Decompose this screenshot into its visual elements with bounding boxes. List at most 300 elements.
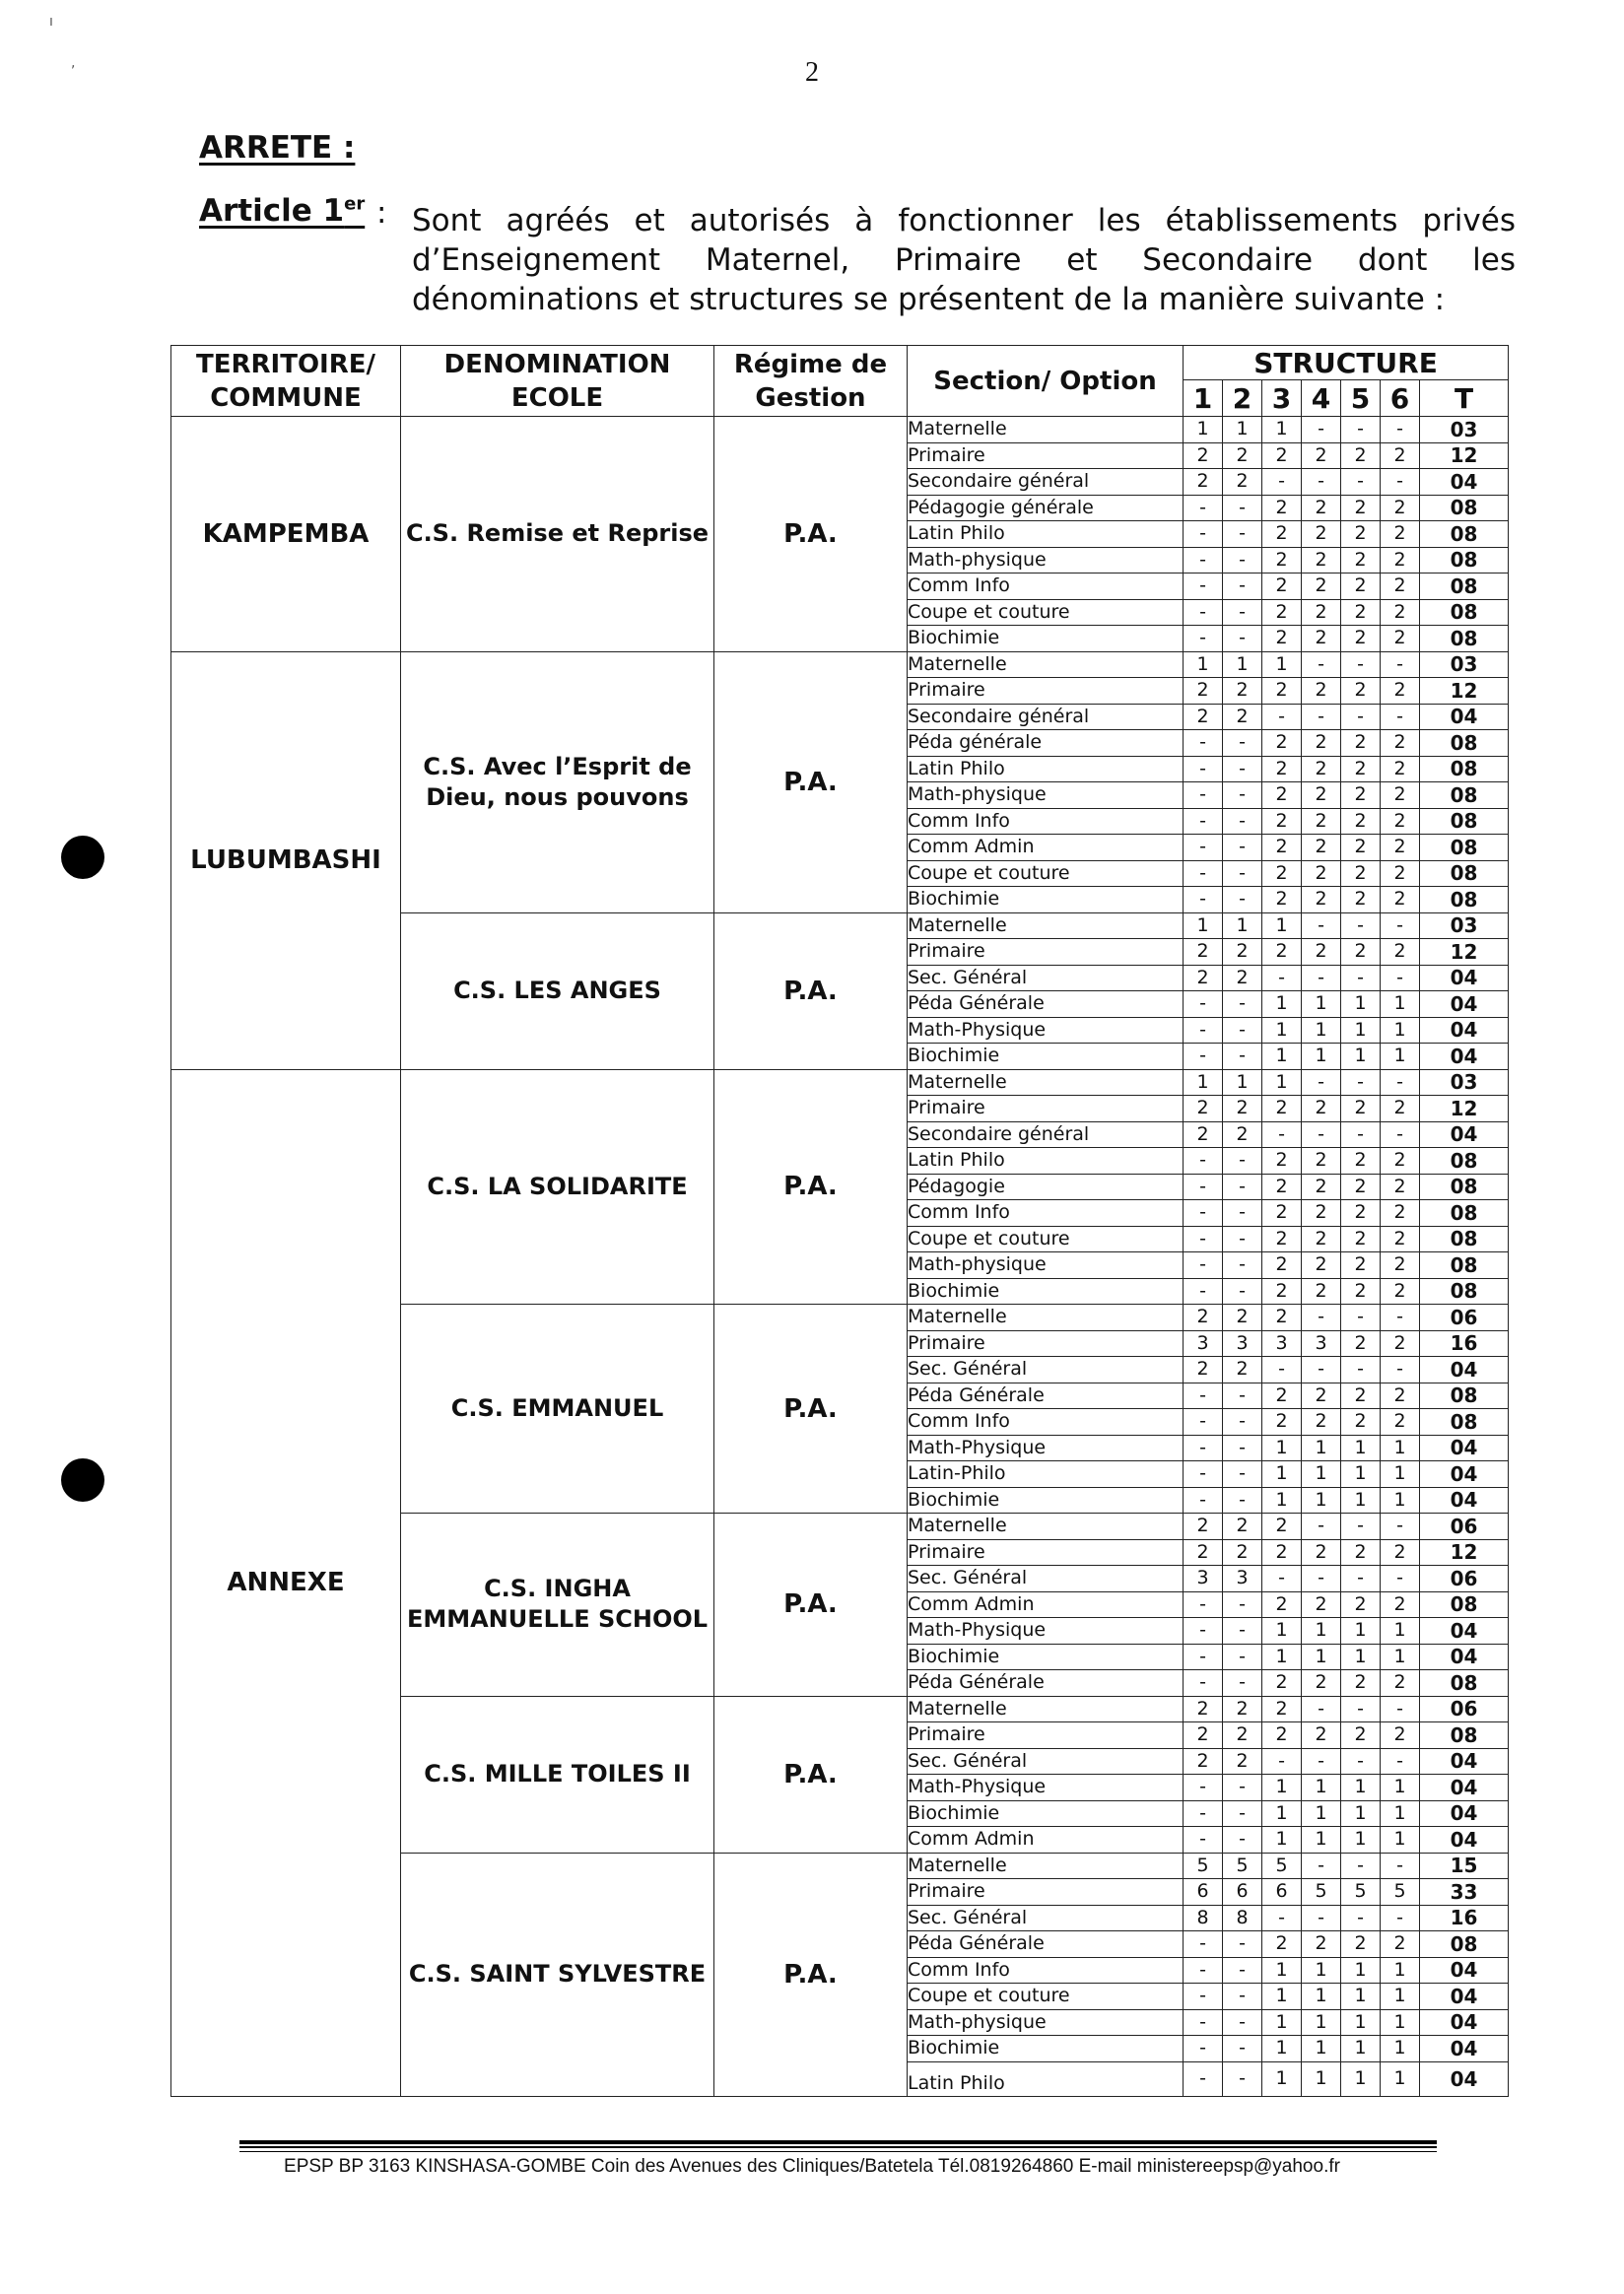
structure-cell: 1 [1341,991,1381,1018]
structure-cell: 2 [1262,1148,1302,1175]
structure-cell: 2 [1262,1696,1302,1722]
structure-cell: - [1302,912,1341,939]
structure-cell: - [1381,912,1420,939]
structure-cell: - [1223,1252,1262,1279]
structure-cell: 2 [1184,1748,1223,1775]
structure-cell: - [1381,1514,1420,1540]
structure-cell: 2 [1184,1357,1223,1383]
structure-cell: 1 [1381,1461,1420,1488]
structure-cell: 2 [1223,704,1262,730]
structure-cell: - [1302,1853,1341,1879]
structure-cell: 1 [1381,1775,1420,1801]
total-cell: 03 [1420,417,1509,443]
structure-cell: - [1262,704,1302,730]
total-cell: 08 [1420,599,1509,626]
structure-cell: 2 [1184,678,1223,705]
structure-cell: 2 [1381,626,1420,652]
structure-cell: 2 [1262,1096,1302,1122]
structure-cell: 2 [1184,1096,1223,1122]
structure-cell: 2 [1381,1409,1420,1436]
structure-cell: 1 [1302,1984,1341,2010]
structure-cell: 2 [1381,678,1420,705]
structure-cell: 1 [1341,1487,1381,1514]
total-cell: 04 [1420,1121,1509,1148]
structure-cell: 1 [1381,1644,1420,1670]
structure-cell: - [1184,1044,1223,1070]
structure-cell: 2 [1184,939,1223,966]
structure-cell: 2 [1184,1696,1223,1722]
header-structure: STRUCTURE [1184,346,1509,380]
structure-cell: 2 [1302,782,1341,809]
structure-cell: - [1223,1044,1262,1070]
option-cell: Maternelle [908,1305,1184,1331]
option-cell: Math-physique [908,2009,1184,2036]
structure-cell: 2 [1381,1278,1420,1305]
structure-cell: - [1223,1644,1262,1670]
structure-cell: 2 [1381,1330,1420,1357]
structure-cell: 1 [1184,1069,1223,1096]
structure-cell: 2 [1262,626,1302,652]
structure-cell: 1 [1302,1800,1341,1827]
structure-cell: 2 [1262,495,1302,521]
structure-cell: 2 [1223,1696,1262,1722]
structure-cell: 2 [1341,756,1381,782]
structure-cell: 1 [1381,1618,1420,1645]
structure-cell: 1 [1381,1984,1420,2010]
structure-cell: 1 [1302,1618,1341,1645]
structure-cell: - [1341,1121,1381,1148]
structure-cell: - [1223,2061,1262,2096]
structure-cell: 2 [1341,1278,1381,1305]
structure-cell: 5 [1223,1853,1262,1879]
option-cell: Péda Générale [908,1931,1184,1958]
structure-cell: - [1184,1461,1223,1488]
structure-cell: - [1223,887,1262,913]
structure-cell: - [1341,651,1381,678]
total-cell: 04 [1420,1618,1509,1645]
page-number: 2 [805,57,819,88]
structure-cell: - [1223,495,1262,521]
option-cell: Pédagogie générale [908,495,1184,521]
article-label-sup: er [344,193,366,215]
school-name-cell: C.S. Avec l’Esprit de Dieu, nous pouvons [401,651,714,912]
total-cell: 08 [1420,1931,1509,1958]
structure-cell: - [1184,1200,1223,1227]
regime-cell: P.A. [714,1853,908,2096]
structure-cell: 6 [1262,1879,1302,1906]
punch-hole [61,836,104,879]
structure-cell: - [1223,730,1262,757]
structure-cell: - [1381,1069,1420,1096]
total-cell: 04 [1420,1461,1509,1488]
structure-cell: 2 [1341,1148,1381,1175]
structure-cell: 2 [1341,599,1381,626]
total-cell: 04 [1420,1775,1509,1801]
structure-cell: 2 [1262,939,1302,966]
structure-cell: 2 [1302,1200,1341,1227]
structure-cell: 1 [1262,2061,1302,2096]
structure-cell: 5 [1184,1853,1223,1879]
school-name-cell: C.S. LA SOLIDARITE [401,1069,714,1305]
total-cell: 04 [1420,1957,1509,1984]
structure-cell: 3 [1223,1330,1262,1357]
article-label-text: Article 1 [199,193,345,229]
option-cell: Maternelle [908,1853,1184,1879]
structure-cell: 1 [1302,991,1341,1018]
structure-cell: - [1341,704,1381,730]
structure-cell: - [1381,1748,1420,1775]
structure-cell: - [1223,1017,1262,1044]
structure-cell: - [1381,704,1420,730]
option-cell: Comm Info [908,574,1184,600]
structure-cell: 5 [1262,1853,1302,1879]
structure-cell: - [1223,599,1262,626]
table-row [171,1069,1509,1096]
structure-cell: 2 [1381,756,1420,782]
structure-cell: - [1223,991,1262,1018]
total-cell: 12 [1420,442,1509,469]
table-row [171,417,1509,443]
structure-cell: 1 [1341,1044,1381,1070]
structure-cell: 2 [1381,782,1420,809]
structure-cell: - [1381,1121,1420,1148]
option-cell: Biochimie [908,1800,1184,1827]
structure-cell: 1 [1341,2036,1381,2062]
structure-cell: - [1184,756,1223,782]
structure-cell: 1 [1302,1957,1341,1984]
option-cell: Péda Générale [908,1670,1184,1697]
option-cell: Comm Admin [908,1591,1184,1618]
structure-cell: 6 [1184,1879,1223,1906]
structure-cell: 2 [1262,574,1302,600]
structure-cell: 1 [1381,1487,1420,1514]
header-section: Section/ Option [908,346,1184,417]
structure-cell: 2 [1302,1539,1341,1566]
total-cell: 04 [1420,1487,1509,1514]
structure-cell: - [1184,1931,1223,1958]
structure-cell: 1 [1262,1644,1302,1670]
total-cell: 08 [1420,1722,1509,1749]
structure-cell: 2 [1381,1148,1420,1175]
structure-cell: - [1302,1514,1341,1540]
structure-cell: 1 [1262,912,1302,939]
total-cell: 12 [1420,678,1509,705]
option-cell: Sec. Général [908,1748,1184,1775]
structure-cell: - [1302,1357,1341,1383]
option-cell: Primaire [908,1330,1184,1357]
option-cell: Math-Physique [908,1435,1184,1461]
structure-cell: 1 [1302,1044,1341,1070]
structure-cell: 1 [1302,1435,1341,1461]
structure-cell: 1 [1302,1827,1341,1854]
structure-cell: - [1184,521,1223,548]
total-cell: 08 [1420,574,1509,600]
school-name-cell: C.S. SAINT SYLVESTRE [401,1853,714,2096]
structure-cell: 2 [1223,1305,1262,1331]
structure-cell: 1 [1381,1017,1420,1044]
structure-cell: 2 [1381,1591,1420,1618]
option-cell: Maternelle [908,912,1184,939]
structure-cell: 2 [1302,1226,1341,1252]
structure-cell: - [1223,835,1262,861]
option-cell: Comm Admin [908,1827,1184,1854]
structure-cell: 2 [1381,1174,1420,1200]
structure-cell: - [1223,1461,1262,1488]
structure-cell: 2 [1381,808,1420,835]
structure-cell: 2 [1262,1670,1302,1697]
option-cell: Math-physique [908,1252,1184,1279]
option-cell: Péda Générale [908,1383,1184,1409]
total-cell: 16 [1420,1905,1509,1931]
option-cell: Secondaire général [908,469,1184,496]
option-cell: Primaire [908,442,1184,469]
structure-cell: - [1223,574,1262,600]
option-cell: Math-physique [908,782,1184,809]
structure-cell: - [1302,469,1341,496]
total-cell: 04 [1420,1644,1509,1670]
structure-cell: - [1184,495,1223,521]
structure-cell: 2 [1262,1226,1302,1252]
total-cell: 08 [1420,1200,1509,1227]
territory-cell: LUBUMBASHI [171,651,401,1069]
structure-cell: - [1381,1905,1420,1931]
structure-cell: - [1184,574,1223,600]
structure-cell: - [1341,1357,1381,1383]
structure-cell: - [1184,860,1223,887]
structure-cell: - [1184,1017,1223,1044]
structure-cell: 2 [1381,521,1420,548]
total-cell: 04 [1420,2036,1509,2062]
total-cell: 03 [1420,1069,1509,1096]
total-cell: 12 [1420,939,1509,966]
option-cell: Math-Physique [908,1775,1184,1801]
structure-cell: 1 [1341,1984,1381,2010]
structure-cell: 2 [1341,860,1381,887]
footer-rule [239,2140,1437,2152]
structure-cell: 2 [1302,730,1341,757]
structure-cell: 2 [1223,1748,1262,1775]
total-cell: 04 [1420,965,1509,991]
structure-cell: 1 [1381,2061,1420,2096]
structure-cell: - [1184,1984,1223,2010]
structure-cell: - [1302,1696,1341,1722]
total-cell: 03 [1420,912,1509,939]
regime-cell: P.A. [714,1305,908,1514]
total-cell: 12 [1420,1096,1509,1122]
structure-cell: 2 [1223,965,1262,991]
structure-cell: - [1262,469,1302,496]
structure-cell: 2 [1262,1383,1302,1409]
option-cell: Maternelle [908,1696,1184,1722]
structure-cell: - [1184,887,1223,913]
option-cell: Sec. Général [908,965,1184,991]
total-cell: 08 [1420,1278,1509,1305]
structure-cell: - [1184,1618,1223,1645]
structure-cell: 2 [1381,939,1420,966]
total-cell: 08 [1420,495,1509,521]
structure-cell: 2 [1302,1278,1341,1305]
structure-cell: 2 [1302,1722,1341,1749]
structure-cell: 1 [1302,1017,1341,1044]
article-label [199,193,365,229]
structure-cell: - [1184,1148,1223,1175]
structure-cell: - [1381,1305,1420,1331]
structure-cell: 1 [1223,417,1262,443]
structure-cell: - [1223,1775,1262,1801]
structure-cell: 2 [1302,1148,1341,1175]
structure-cell: - [1223,1226,1262,1252]
structure-cell: - [1262,1566,1302,1592]
structure-cell: - [1184,1644,1223,1670]
structure-cell: 1 [1184,417,1223,443]
structure-cell: 8 [1223,1905,1262,1931]
option-cell: Primaire [908,1879,1184,1906]
structure-cell: 1 [1381,1044,1420,1070]
structure-cell: 3 [1184,1566,1223,1592]
structure-cell: 1 [1341,1957,1381,1984]
structure-cell: 1 [1262,1827,1302,1854]
total-cell: 08 [1420,887,1509,913]
option-cell: Latin Philo [908,2061,1184,2096]
structure-cell: - [1381,1357,1420,1383]
structure-cell: 1 [1262,651,1302,678]
table-header [171,346,1509,417]
structure-cell: 2 [1302,678,1341,705]
total-cell: 04 [1420,2061,1509,2096]
structure-cell: - [1223,1670,1262,1697]
structure-cell: - [1302,1905,1341,1931]
structure-cell: - [1184,626,1223,652]
structure-cell: 2 [1341,1591,1381,1618]
structure-cell: - [1223,1984,1262,2010]
structure-cell: - [1302,965,1341,991]
structure-cell: 2 [1381,860,1420,887]
structure-cell: - [1302,1566,1341,1592]
structure-cell: - [1184,547,1223,574]
structure-cell: 2 [1341,495,1381,521]
structure-cell: 2 [1381,1722,1420,1749]
structure-cell: 2 [1262,678,1302,705]
option-cell: Primaire [908,1096,1184,1122]
structure-cell: 1 [1262,417,1302,443]
option-cell: Coupe et couture [908,1984,1184,2010]
structure-cell: 2 [1223,469,1262,496]
header-col-4: 4 [1302,380,1341,417]
structure-cell: - [1223,1957,1262,1984]
structure-cell: 2 [1223,1121,1262,1148]
header-col-total: T [1420,380,1509,417]
structure-cell: 1 [1223,651,1262,678]
structure-cell: 2 [1381,442,1420,469]
structure-cell: 2 [1341,1200,1381,1227]
structure-cell: 2 [1302,756,1341,782]
structure-cell: 2 [1302,887,1341,913]
structure-cell: 2 [1262,860,1302,887]
structure-cell: 1 [1341,1775,1381,1801]
structure-cell: - [1381,1566,1420,1592]
structure-cell: 2 [1341,782,1381,809]
total-cell: 08 [1420,835,1509,861]
structure-cell: 8 [1184,1905,1223,1931]
structure-cell: - [1341,1514,1381,1540]
structure-cell: 2 [1223,1514,1262,1540]
structure-cell: - [1184,1435,1223,1461]
total-cell: 03 [1420,651,1509,678]
option-cell: Math-physique [908,547,1184,574]
structure-cell: - [1184,1775,1223,1801]
structure-cell: 3 [1223,1566,1262,1592]
structure-cell: - [1302,417,1341,443]
structure-cell: 2 [1381,1252,1420,1279]
territory-cell: ANNEXE [171,1069,401,2096]
structure-cell: - [1184,2036,1223,2062]
structure-cell: 2 [1262,547,1302,574]
structure-cell: 2 [1302,1931,1341,1958]
total-cell: 12 [1420,1539,1509,1566]
table-row [171,651,1509,678]
total-cell: 04 [1420,1017,1509,1044]
structure-cell: 1 [1341,1017,1381,1044]
structure-cell: 2 [1302,1591,1341,1618]
structure-cell: - [1262,1121,1302,1148]
structure-cell: - [1223,1278,1262,1305]
structure-cell: - [1184,1278,1223,1305]
structure-cell: 1 [1302,2036,1341,2062]
structure-cell: 2 [1262,1931,1302,1958]
structure-cell: 2 [1223,1722,1262,1749]
structure-cell: 1 [1262,1800,1302,1827]
structure-cell: - [1262,965,1302,991]
structure-cell: - [1223,626,1262,652]
structure-cell: 1 [1341,1800,1381,1827]
total-cell: 04 [1420,1827,1509,1854]
option-cell: Biochimie [908,626,1184,652]
structure-cell: 1 [1184,651,1223,678]
structure-cell: 1 [1223,912,1262,939]
structure-cell: 2 [1381,547,1420,574]
total-cell: 06 [1420,1696,1509,1722]
structure-cell: 2 [1302,835,1341,861]
structure-cell: 1 [1381,2036,1420,2062]
structure-cell: - [1223,1487,1262,1514]
structure-cell: 2 [1381,1383,1420,1409]
option-cell: Biochimie [908,1487,1184,1514]
structure-cell: - [1184,835,1223,861]
header-col-5: 5 [1341,380,1381,417]
option-cell: Coupe et couture [908,860,1184,887]
structure-cell: 1 [1262,2036,1302,2062]
header-denomination: DENOMINATION ECOLE [401,346,714,417]
structure-cell: - [1184,1409,1223,1436]
structure-cell: - [1184,1383,1223,1409]
option-cell: Comm Info [908,1409,1184,1436]
structure-cell: 2 [1262,1252,1302,1279]
decree-heading: ARRETE : [199,130,356,166]
option-cell: Secondaire général [908,704,1184,730]
structure-cell: 2 [1381,887,1420,913]
option-cell: Biochimie [908,2036,1184,2062]
option-cell: Primaire [908,1722,1184,1749]
structure-cell: 2 [1341,547,1381,574]
total-cell: 08 [1420,626,1509,652]
structure-cell: - [1381,417,1420,443]
structure-cell: 2 [1184,1305,1223,1331]
option-cell: Latin Philo [908,1148,1184,1175]
punch-hole [61,1458,104,1502]
article-text: Sont agréés et autorisés à fonctionner les établissements privés d’Enseignement Maternel, Primaire et Secondaire dont les dénominations et structures se présentent de la manière suivante : [412,203,1516,317]
structure-cell: - [1184,1957,1223,1984]
header-col-1: 1 [1184,380,1223,417]
